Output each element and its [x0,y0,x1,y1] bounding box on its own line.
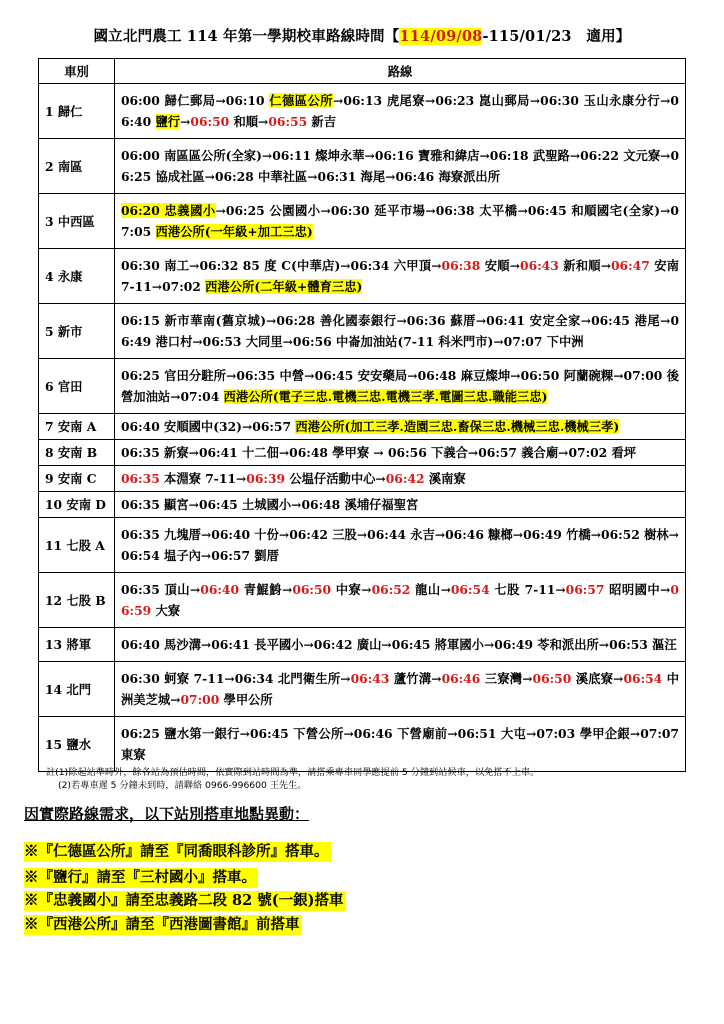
route-highlight-segment: 仁德區公所 [269,93,334,108]
route-vehicle-name: 3 中西區 [39,194,115,249]
route-highlight-segment: 西港公所(二年級+體育三忠) [205,279,363,294]
title-date-start: 114/09/08 [399,28,483,45]
route-segment: 06:00 歸仁郵局→06:10 [121,93,270,108]
change-item-4: ※『西港公所』請至『西港圖書館』前搭車 [24,916,300,933]
route-segment: →06:13 虎尾寮→06:23 崑山郵局→06:30 玉山永康分行→06:40 [121,93,679,129]
route-segment: 學甲公所 [219,692,273,707]
change-item-1: ※『仁德區公所』請至『同喬眼科診所』搭車。 [24,843,329,860]
route-stops [115,628,686,662]
route-vehicle-name: 8 安南 B [39,440,115,466]
route-vehicle-name: 14 北門 [39,662,115,717]
notes [46,766,539,792]
route-segment: → [180,114,191,129]
route-time-changed: 06:39 [246,471,286,486]
route-time-changed: 06:55 [268,114,308,129]
route-segment: 三寮灣→ [480,671,533,686]
route-time-changed: 06:50 [190,114,230,129]
route-time-changed: 07:00 [180,692,220,707]
header-route: 路線 [115,59,686,84]
route-time-changed: 06:54 [623,671,663,686]
route-vehicle-name: 12 七股 B [39,573,115,628]
route-segment: →06:25 公園國小→06:30 延平市場→06:38 太平橋→06:45 和順國宅(全家)→07:05 [121,203,679,239]
route-highlight-segment: 06:20 忠義國小 [121,203,216,218]
route-time-changed: 06:47 [611,258,650,273]
route-vehicle-name: 7 安南 A [39,414,115,440]
route-segment: 06:35 顯宮→06:45 土城國小→06:48 溪埔仔福聖宮 [121,497,419,512]
route-row [39,139,686,194]
route-row [39,440,686,466]
route-table-body [39,84,686,772]
route-time-changed: 06:43 [350,671,390,686]
route-vehicle-name: 9 安南 C [39,466,115,492]
route-row [39,717,686,772]
route-vehicle-name: 10 安南 D [39,492,115,518]
route-row [39,573,686,628]
route-segment: 公塭仔活動中心→ [285,471,386,486]
title-suffix: -115/01/23 適用】 [482,28,631,45]
route-time-changed: 06:38 [441,258,481,273]
route-vehicle-name: 11 七股 A [39,518,115,573]
route-time-changed: 06:40 [200,582,240,597]
route-segment: 溪南寮 [424,471,466,486]
route-time-changed: 06:50 [292,582,332,597]
route-stops [115,518,686,573]
route-time-changed: 06:52 [371,582,411,597]
route-stops [115,194,686,249]
route-segment: 昭明國中→ [604,582,671,597]
route-row [39,249,686,304]
route-stops [115,440,686,466]
route-row [39,518,686,573]
page-title [0,25,724,46]
route-row [39,414,686,440]
route-row [39,304,686,359]
route-segment: 06:15 新市華南(舊京城)→06:28 善化國泰銀行→06:36 蘇厝→06:41 安定全家→06:45 港尾→06:49 港口村→06:53 大同里→06:56 中崙加油站(7-11 科米門市)→07:07 下中洲 [121,313,679,349]
route-stops [115,662,686,717]
route-segment: 本淵寮 7-11→ [159,471,247,486]
route-time-changed: 06:57 [565,582,605,597]
route-time-changed: 06:50 [532,671,572,686]
route-segment: 06:35 新寮→06:41 十二佃→06:48 學甲寮 → 06:56 下義合→06:57 義合廟→07:02 看坪 [121,445,637,460]
route-segment: 06:00 南區區公所(全家)→06:11 燦坤永華→06:16 寶雅和緯店→06:18 武聖路→06:22 文元寮→06:25 協成社區→06:28 中華社區→06:31 海尾→06:46 海寮派出所 [121,148,679,184]
route-segment: 06:40 安順國中(32)→06:57 [121,419,296,434]
route-row [39,628,686,662]
route-segment: 中寮→ [331,582,372,597]
route-highlight-segment: 鹽行 [155,114,181,129]
header-vehicle: 車別 [39,59,115,84]
route-segment: 和順→ [229,114,269,129]
route-segment: 06:30 南工→06:32 85 度 C(中華店)→06:34 六甲頂→ [121,258,442,273]
route-segment: 新吉 [307,114,337,129]
route-segment: 06:30 蚵寮 7-11→06:34 北門衛生所→ [121,671,351,686]
route-stops [115,414,686,440]
route-vehicle-name: 6 官田 [39,359,115,414]
route-stops [115,84,686,139]
route-stops [115,466,686,492]
route-segment: 06:25 鹽水第一銀行→06:45 下營公所→06:46 下營廟前→06:51 大屯→07:03 學甲企銀→07:07 東寮 [121,726,679,762]
route-segment: 安順→ [480,258,521,273]
route-vehicle-name: 15 鹽水 [39,717,115,772]
route-segment: 溪底寮→ [571,671,624,686]
route-time-changed: 06:59 [121,582,679,618]
change-item-3: ※『忠義國小』請至忠義路二段 82 號(一銀)搭車 [24,892,344,909]
route-row [39,662,686,717]
table-header-row [39,59,686,84]
route-segment: 06:35 九塊厝→06:40 十份→06:42 三股→06:44 永吉→06:46 糠榔→06:49 竹橋→06:52 樹林→06:54 塭子內→06:57 劉厝 [121,527,679,563]
route-time-changed: 06:42 [385,471,425,486]
route-stops [115,359,686,414]
route-table [38,58,686,772]
route-time-changed: 06:35 [121,471,160,486]
route-vehicle-name: 1 歸仁 [39,84,115,139]
route-segment: 七股 7-11→ [489,582,566,597]
route-segment: 06:25 官田分駐所→06:35 中營→06:45 安安藥局→06:48 麻豆燦坤→06:50 阿蘭碗粿→07:00 後營加油站→07:04 [121,368,679,404]
route-row [39,194,686,249]
change-item-2: ※『鹽行』請至『三村國小』搭車。 [24,869,256,886]
changes-title: 因實際路線需求，以下站別搭車地點異動： [24,805,310,823]
route-stops [115,304,686,359]
note-1: 註(1)除起站準時外，餘各站為預估時間，依實際到站時間為準，請搭乘專車同學應提前 5 分鐘到站候車，以免搭不上車。 [46,767,540,778]
route-segment: 蘆竹溝→ [389,671,442,686]
route-time-changed: 06:54 [450,582,490,597]
route-time-changed: 06:46 [441,671,481,686]
route-highlight-segment: 西港公所(一年級+加工三忠) [155,224,313,239]
route-stops [115,139,686,194]
route-highlight-segment: 西港公所(加工三孝.造園三忠.畜保三忠.機械三忠.機械三孝) [295,419,620,434]
route-stops [115,492,686,518]
route-segment: 中洲美芝城→ [121,671,679,707]
route-segment: 龍山→ [410,582,451,597]
route-segment: 06:35 頂山→ [121,582,201,597]
route-stops [115,717,686,772]
route-vehicle-name: 2 南區 [39,139,115,194]
route-row [39,466,686,492]
note-2: (2)若專車遲 5 分鐘未到時，請聯絡 0966-996600 王先生。 [58,780,307,791]
title-prefix: 國立北門農工 114 年第一學期校車路線時間【 [93,28,400,45]
route-segment: 06:40 馬沙溝→06:41 長平國小→06:42 廣山→06:45 將軍國小→06:49 苓和派出所→06:53 漚汪 [121,637,677,652]
route-row [39,84,686,139]
route-vehicle-name: 5 新市 [39,304,115,359]
route-time-changed: 06:43 [520,258,559,273]
route-segment: 安南 7-11→07:02 [121,258,680,294]
route-vehicle-name: 13 將軍 [39,628,115,662]
route-segment: 大寮 [151,603,181,618]
route-row [39,492,686,518]
route-vehicle-name: 4 永康 [39,249,115,304]
route-stops [115,249,686,304]
route-highlight-segment: 西港公所(電子三忠.電機三忠.電機三孝.電圖三忠.職能三忠) [223,389,548,404]
route-segment: 青鯤鯓→ [239,582,293,597]
route-stops [115,573,686,628]
route-row [39,359,686,414]
route-segment: 新和順→ [558,258,611,273]
